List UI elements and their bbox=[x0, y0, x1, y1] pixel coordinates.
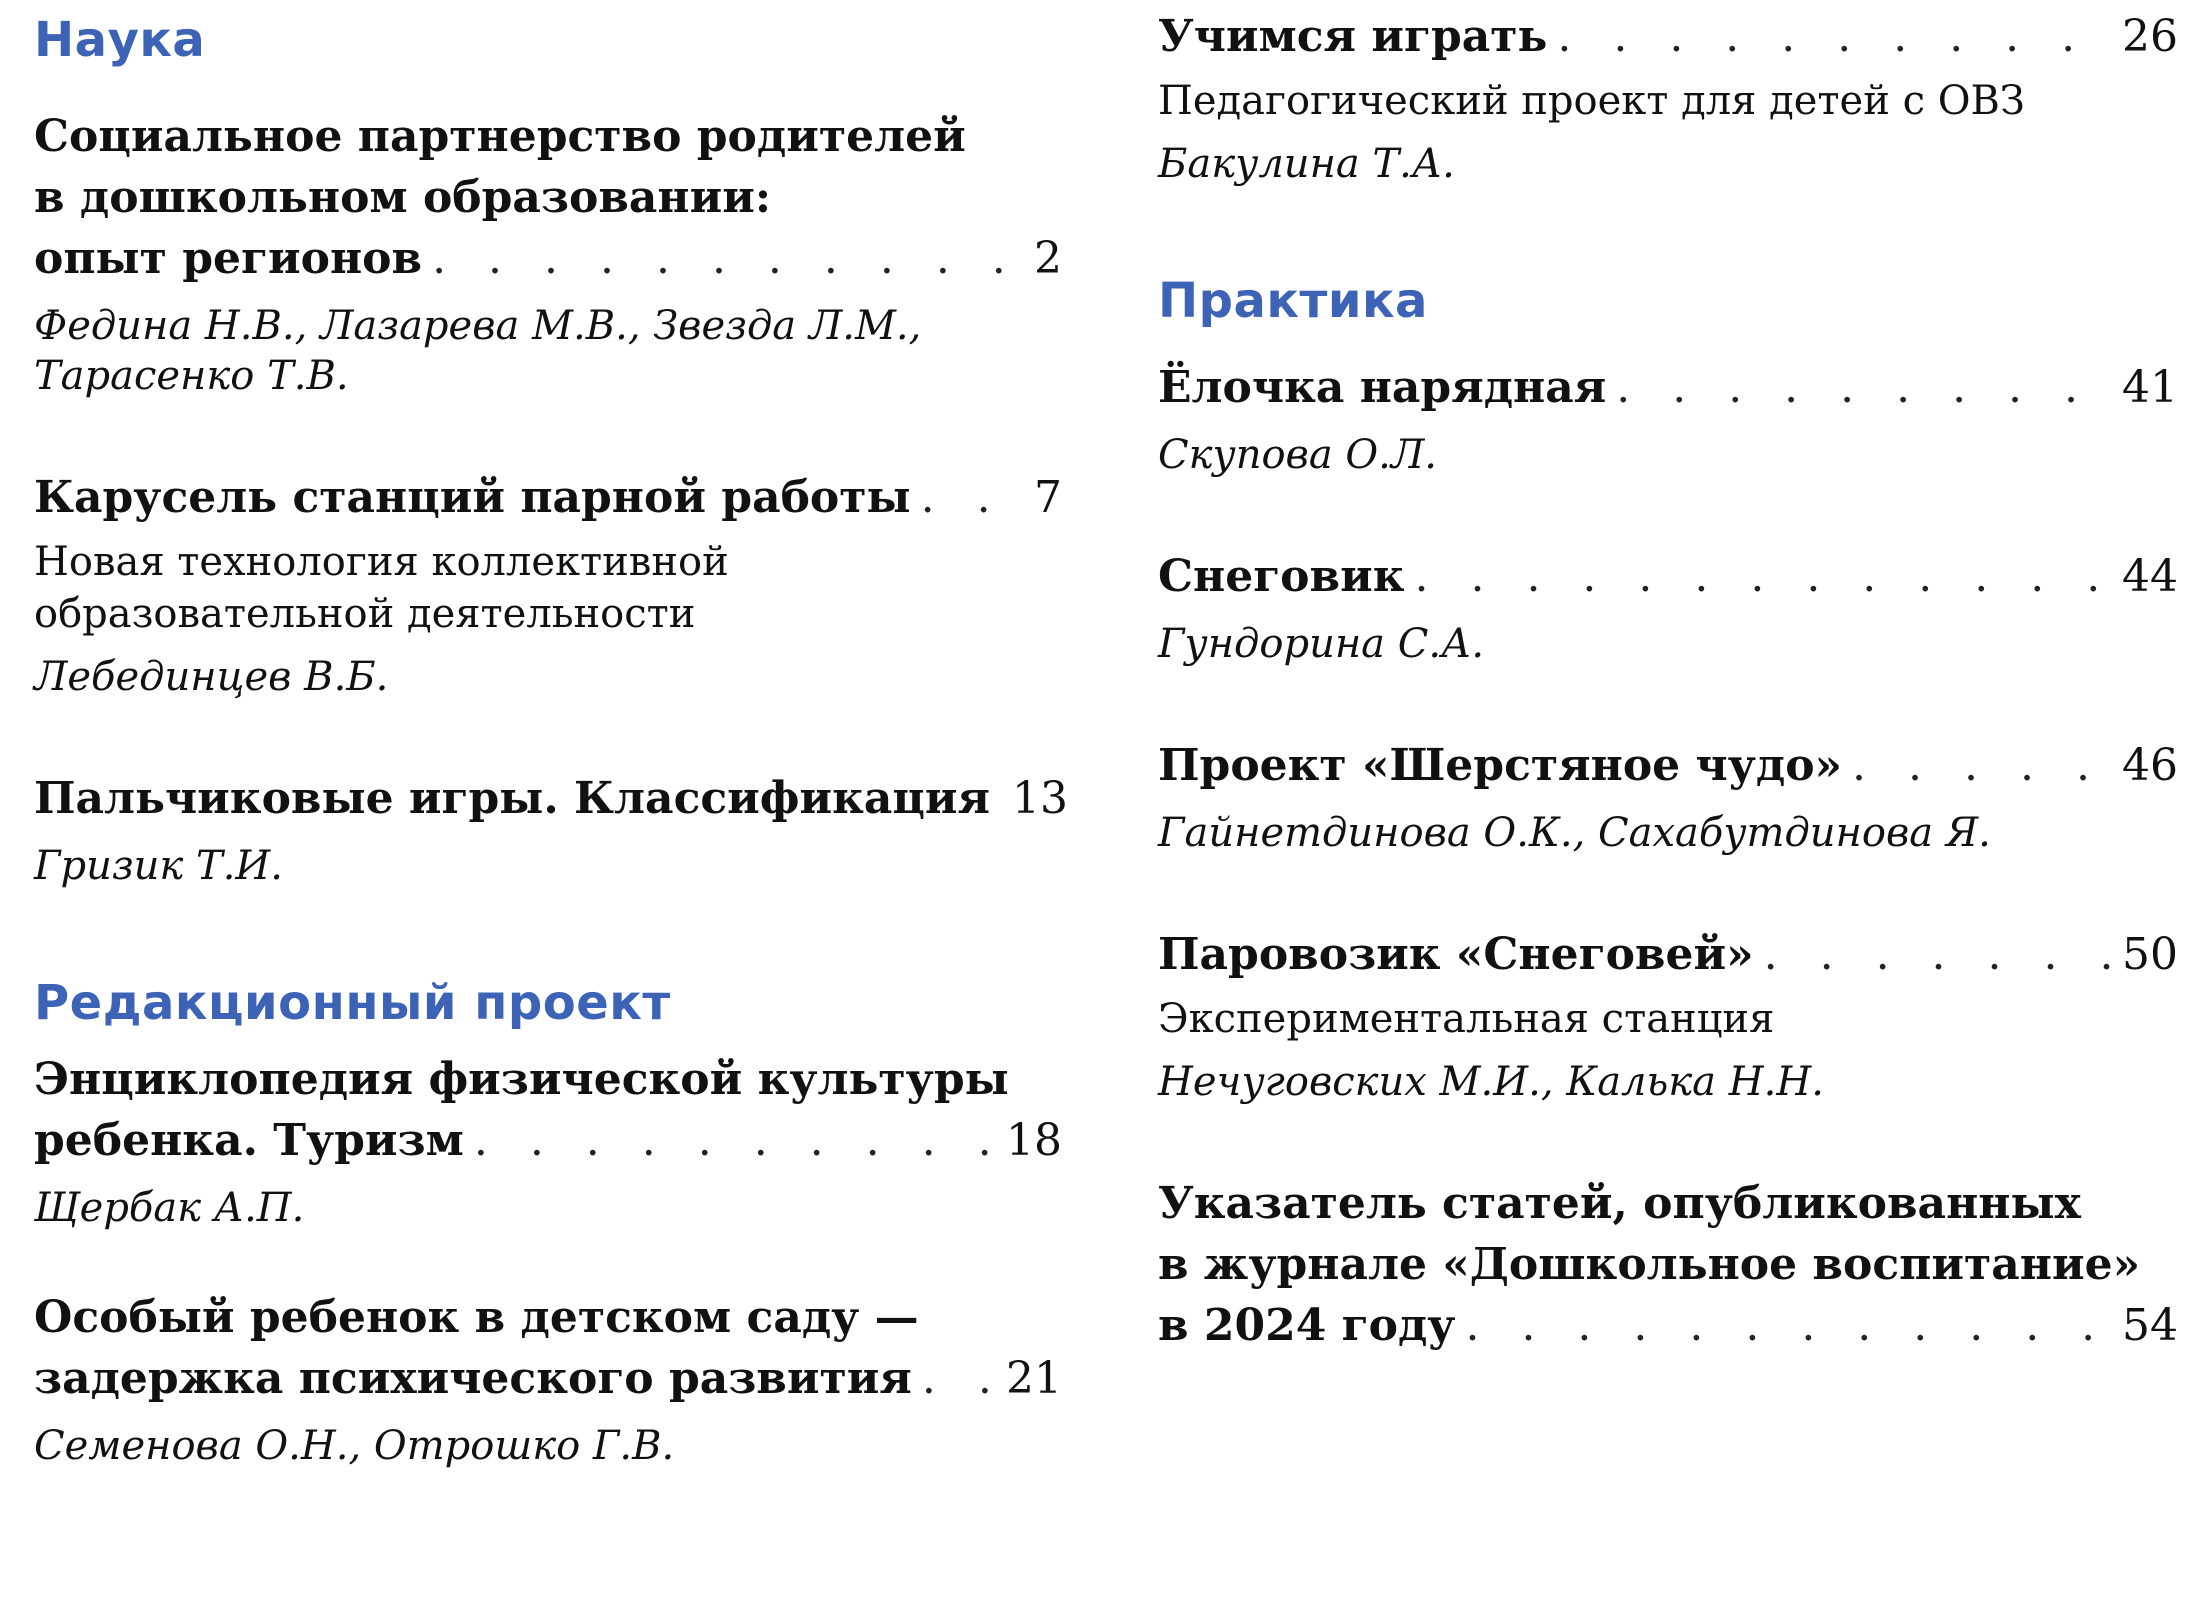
toc-entry[interactable] bbox=[1158, 735, 2178, 858]
entry-title-line: Паровозик «Снеговей» bbox=[1158, 929, 1754, 980]
authors-line: Гайнетдинова О.К., Сахабутдинова Я. bbox=[1158, 810, 1991, 856]
page-number: 7 bbox=[1034, 472, 1062, 523]
entry-title-line: Энциклопедия физической культуры bbox=[34, 1054, 1009, 1105]
entry-title-line: в дошкольном образовании: bbox=[34, 172, 772, 223]
entry-authors bbox=[34, 841, 1062, 891]
entry-subtitle bbox=[1158, 75, 2178, 127]
entry-title bbox=[1158, 546, 2178, 607]
dot-leader bbox=[990, 768, 1000, 829]
toc-entry[interactable] bbox=[1158, 924, 2178, 1107]
page-number: 50 bbox=[2122, 929, 2178, 980]
entry-title bbox=[1158, 6, 2178, 67]
section-title-editorial-project: Редакционный проект bbox=[34, 975, 671, 1031]
entry-subtitle bbox=[34, 536, 1062, 640]
entry-title bbox=[34, 1287, 1062, 1409]
toc-entry[interactable] bbox=[34, 467, 1062, 702]
dot-leader bbox=[464, 1110, 994, 1171]
subtitle-line: Новая технология коллективной bbox=[34, 539, 729, 585]
authors-line: Скупова О.Л. bbox=[1158, 432, 1437, 478]
authors-line: Гризик Т.И. bbox=[34, 843, 284, 889]
entry-title-line: Учимся играть bbox=[1158, 11, 1548, 62]
entry-title-line: Социальное партнерство родителей bbox=[34, 111, 966, 162]
authors-line: Нечуговских М.И., Калька Н.Н. bbox=[1158, 1059, 1824, 1105]
entry-title bbox=[34, 768, 1069, 829]
page-number: 41 bbox=[2122, 362, 2178, 413]
entry-authors bbox=[1158, 619, 2178, 669]
dot-leader bbox=[1842, 735, 2110, 796]
page-number: 13 bbox=[1012, 773, 1069, 824]
dot-leader bbox=[1754, 924, 2110, 985]
entry-authors bbox=[34, 1183, 1062, 1233]
authors-line: Бакулина Т.А. bbox=[1158, 141, 1455, 187]
page-number: 44 bbox=[2122, 551, 2178, 602]
entry-title-line: Снеговик bbox=[1158, 551, 1405, 602]
entry-authors bbox=[34, 301, 1062, 401]
authors-line: Щербак А.П. bbox=[34, 1185, 305, 1231]
toc-entry[interactable] bbox=[1158, 546, 2178, 669]
entry-title bbox=[34, 106, 1062, 289]
page-number: 2 bbox=[1034, 233, 1062, 284]
toc-right-column bbox=[1158, 0, 2178, 1356]
page-number: 26 bbox=[2122, 11, 2178, 62]
entry-title bbox=[1158, 735, 2178, 796]
entry-title bbox=[1158, 924, 2178, 985]
toc-entry[interactable] bbox=[34, 768, 1069, 891]
page-number: 46 bbox=[2122, 740, 2178, 791]
page-number: 54 bbox=[2122, 1300, 2178, 1351]
dot-leader bbox=[422, 228, 1022, 289]
entry-title bbox=[1158, 357, 2178, 418]
entry-title-line: Пальчиковые игры. Классификация bbox=[34, 773, 991, 824]
entry-title-line: Указатель статей, опубликованных bbox=[1158, 1178, 2081, 1229]
dot-leader bbox=[912, 1348, 994, 1409]
toc-entry[interactable] bbox=[1158, 1173, 2178, 1356]
section-title-praktika: Практика bbox=[1158, 273, 1428, 329]
toc-entry[interactable] bbox=[34, 1287, 1062, 1471]
authors-line: Семенова О.Н., Отрошко Г.В. bbox=[34, 1423, 675, 1469]
entry-title-line: опыт регионов bbox=[34, 233, 423, 284]
dot-leader bbox=[1405, 546, 2110, 607]
entry-title-line: ребенка. Туризм bbox=[34, 1115, 464, 1166]
subtitle-line: Экспериментальная станция bbox=[1158, 996, 1775, 1042]
entry-title-line: Проект «Шерстяное чудо» bbox=[1158, 740, 1843, 791]
entry-authors bbox=[1158, 430, 2178, 480]
toc-entry[interactable] bbox=[1158, 357, 2178, 480]
entry-title-line: Особый ребенок в детском саду — bbox=[34, 1292, 919, 1343]
dot-leader bbox=[1547, 6, 2110, 67]
dot-leader bbox=[1455, 1295, 2110, 1356]
toc-entry[interactable] bbox=[1158, 6, 2178, 189]
subtitle-line: Педагогический проект для детей с ОВЗ bbox=[1158, 78, 2025, 124]
entry-authors bbox=[1158, 1057, 2178, 1107]
authors-line: Федина Н.В., Лазарева М.В., Звезда Л.М., bbox=[34, 303, 922, 349]
entry-title-line: в 2024 году bbox=[1158, 1300, 1456, 1351]
entry-title bbox=[1158, 1173, 2178, 1356]
entry-title-line: в журнале «Дошкольное воспитание» bbox=[1158, 1239, 2141, 1290]
authors-line: Лебединцев В.Б. bbox=[34, 654, 389, 700]
entry-subtitle bbox=[1158, 993, 2178, 1045]
entry-authors bbox=[34, 652, 1062, 702]
section-title-nauka: Наука bbox=[34, 12, 206, 68]
authors-line: Гундорина С.А. bbox=[1158, 621, 1485, 667]
entry-title-line: задержка психического развития bbox=[34, 1353, 912, 1404]
entry-title-line: Ёлочка нарядная bbox=[1158, 362, 1607, 413]
page-number: 21 bbox=[1006, 1353, 1062, 1404]
entry-authors bbox=[34, 1421, 1062, 1471]
entry-title bbox=[34, 1049, 1062, 1171]
entry-title bbox=[34, 467, 1062, 528]
entry-title-line: Карусель станций парной работы bbox=[34, 472, 911, 523]
authors-line: Тарасенко Т.В. bbox=[34, 353, 349, 399]
dot-leader bbox=[1606, 357, 2110, 418]
page-number: 18 bbox=[1006, 1115, 1062, 1166]
toc-left-column bbox=[34, 0, 1069, 1471]
entry-authors bbox=[1158, 139, 2178, 189]
dot-leader bbox=[911, 467, 1022, 528]
subtitle-line: образовательной деятельности bbox=[34, 591, 696, 637]
toc-entry[interactable] bbox=[34, 106, 1062, 401]
toc-entry[interactable] bbox=[34, 1049, 1062, 1233]
entry-authors bbox=[1158, 808, 2178, 858]
